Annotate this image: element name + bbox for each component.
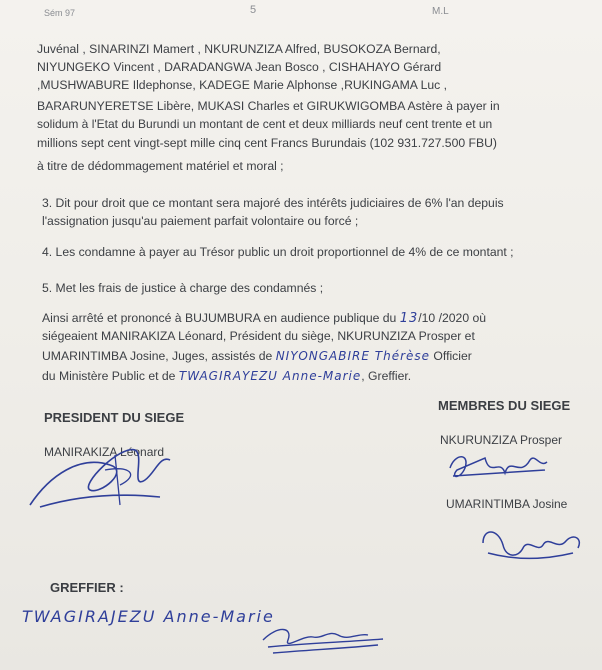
closing-line-3	[42, 349, 472, 363]
closing-line-1	[42, 311, 486, 326]
closing-text: du Ministère Public et de	[42, 369, 176, 383]
handwritten-date: 13	[399, 311, 419, 326]
closing-text: , Greffier.	[361, 369, 412, 383]
member-1-signature	[445, 448, 555, 488]
body-line: solidum à l'Etat du Burundi un montant de cent et deux milliards neuf cent trente et un	[37, 117, 493, 131]
body-line: BARARUNYERETSE Libère, MUKASI Charles et GIRUKWIGOMBA Astère à payer in	[37, 99, 500, 113]
greffier-title: GREFFIER :	[50, 580, 124, 595]
members-title: MEMBRES DU SIEGE	[438, 398, 571, 413]
body-line: Juvénal , SINARINZI Mamert , NKURUNZIZA Alfred, BUSOKOZA Bernard,	[37, 42, 441, 56]
handwritten-clerk-name: TWAGIRAYEZU Anne-Marie	[178, 369, 362, 383]
president-name: MANIRAKIZA Léonard	[44, 445, 165, 459]
point-4-line: 4. Les condamne à payer au Trésor public un droit proportionnel de 4% de ce montant ;	[42, 245, 514, 259]
greffier-handwritten-name: TWAGIRAJEZU Anne-Marie	[22, 607, 275, 626]
closing-text: /10 /2020 où	[418, 311, 487, 325]
header-left-note: Sém 97	[44, 8, 76, 18]
president-title: PRESIDENT DU SIEGE	[44, 410, 185, 425]
closing-text: Officier	[433, 349, 472, 363]
body-line: NIYUNGEKO Vincent , DARADANGWA Jean Bosco , CISHAHAYO Gérard	[37, 60, 442, 74]
closing-line-4	[42, 369, 411, 383]
greffier-signature	[258, 615, 388, 660]
handwritten-officer-name: NIYONGABIRE Thérèse	[275, 349, 431, 363]
point-3-line: 3. Dit pour droit que ce montant sera majoré des intérêts judiciaires de 6% l'an depuis	[42, 196, 504, 210]
header-initials: M.L	[432, 6, 449, 17]
body-line: millions sept cent vingt-sept mille cinq cent Francs Burundais (102 931.727.500 FBU)	[37, 136, 497, 150]
member-2-signature	[478, 523, 588, 568]
closing-text: Ainsi arrêté et prononcé à BUJUMBURA en audience publique du	[42, 311, 397, 325]
president-signature	[20, 435, 200, 515]
closing-line-2: siégeaient MANIRAKIZA Léonard, Président du siège, NKURUNZIZA Prosper et	[42, 329, 475, 343]
body-line: ,MUSHWABURE Ildephonse, KADEGE Marie Alphonse ,RUKINGAMA Luc ,	[37, 78, 448, 92]
point-3-line: l'assignation jusqu'au paiement parfait volontaire ou forcé ;	[42, 214, 359, 228]
point-5-line: 5. Met les frais de justice à charge des condamnés ;	[42, 281, 324, 295]
page-number: 5	[250, 4, 257, 16]
member-1-name: NKURUNZIZA Prosper	[440, 433, 563, 447]
body-line: à titre de dédommagement matériel et moral ;	[37, 159, 284, 173]
closing-text: UMARINTIMBA Josine, Juges, assistés de	[42, 349, 273, 363]
member-2-name: UMARINTIMBA Josine	[446, 497, 568, 511]
